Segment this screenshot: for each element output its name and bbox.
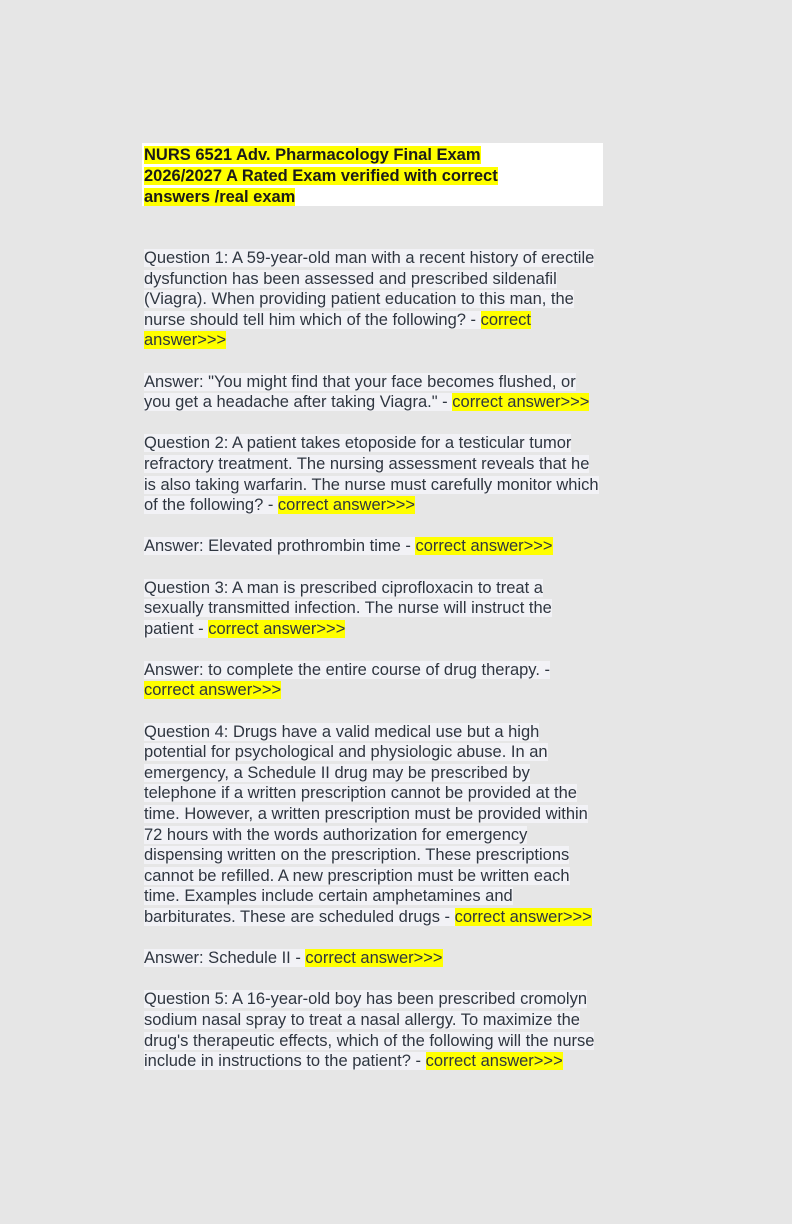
question-text: time. However, a written prescription must be provided within (144, 805, 588, 824)
question-text: dysfunction has been assessed and prescribed sildenafil (144, 269, 557, 288)
document-title-line-1: NURS 6521 Adv. Pharmacology Final Exam (144, 146, 481, 164)
document-title-line-3: answers /real exam (144, 188, 296, 206)
question-text: dispensing written on the prescription. These prescriptions (144, 846, 570, 865)
question-2 (144, 433, 644, 515)
answer-2 (144, 536, 644, 557)
correct-answer-marker: correct answer>>> (425, 1052, 563, 1071)
question-text: Question 1: A 59-year-old man with a recent history of erectile (144, 249, 595, 267)
question-4 (144, 722, 644, 928)
question-text: patient - (144, 619, 209, 638)
answer-text: you get a headache after taking Viagra." - (144, 393, 453, 412)
correct-answer-marker: correct answer>>> (452, 393, 590, 412)
question-text: sodium nasal spray to treat a nasal allergy. To maximize the (144, 1010, 580, 1029)
question-text: Question 2: A patient takes etoposide for a testicular tumor (144, 434, 572, 453)
correct-answer-marker: answer>>> (144, 331, 227, 350)
question-text: time. Examples include certain amphetamines and (144, 887, 513, 906)
answer-1 (144, 372, 644, 413)
question-text: potential for psychological and physiologic abuse. In an (144, 743, 548, 762)
answer-3 (144, 660, 644, 701)
question-text: Question 5: A 16-year-old boy has been prescribed cromolyn (144, 990, 588, 1009)
question-text: refractory treatment. The nursing assessment reveals that he (144, 454, 590, 473)
question-text: telephone if a written prescription cannot be provided at the (144, 784, 577, 803)
question-text: emergency, a Schedule II drug may be prescribed by (144, 763, 530, 782)
question-text: nurse should tell him which of the following? - (144, 310, 481, 329)
question-text: is also taking warfarin. The nurse must carefully monitor which (144, 475, 599, 494)
correct-answer-marker: correct answer>>> (305, 949, 443, 968)
question-3 (144, 578, 644, 640)
answer-text: Answer: Elevated prothrombin time - (144, 537, 416, 556)
question-1 (144, 248, 644, 351)
question-5 (144, 989, 644, 1071)
question-text: of the following? - (144, 496, 278, 515)
answer-4 (144, 948, 644, 969)
correct-answer-marker: correct answer>>> (415, 537, 553, 556)
qa-content (144, 248, 644, 1092)
document-title-line-2: 2026/2027 A Rated Exam verified with correct (144, 167, 498, 185)
question-text: include in instructions to the patient? - (144, 1052, 426, 1071)
question-text: 72 hours with the words authorization for emergency (144, 825, 528, 844)
answer-text: Answer: to complete the entire course of drug therapy. - (144, 660, 550, 679)
question-text: Question 3: A man is prescribed ciprofloxacin to treat a (144, 578, 543, 597)
question-text: barbiturates. These are scheduled drugs - (144, 908, 455, 926)
correct-answer-marker: correct answer>>> (144, 681, 282, 700)
question-text: (Viagra). When providing patient education to this man, the (144, 290, 574, 309)
correct-answer-marker: correct answer>>> (277, 496, 416, 515)
question-text: Question 4: Drugs have a valid medical use but a high (144, 722, 540, 741)
correct-answer-marker: correct (480, 310, 532, 329)
correct-answer-marker: correct answer>>> (454, 908, 592, 926)
question-text: sexually transmitted infection. The nurse will instruct the (144, 599, 552, 618)
question-text: drug's therapeutic effects, which of the following will the nurse (144, 1031, 595, 1050)
correct-answer-marker: correct answer>>> (208, 619, 346, 638)
answer-text: Answer: Schedule II - (144, 949, 306, 968)
answer-text: Answer: "You might find that your face becomes flushed, or (144, 372, 576, 391)
question-text: cannot be refilled. A new prescription must be written each (144, 866, 570, 885)
